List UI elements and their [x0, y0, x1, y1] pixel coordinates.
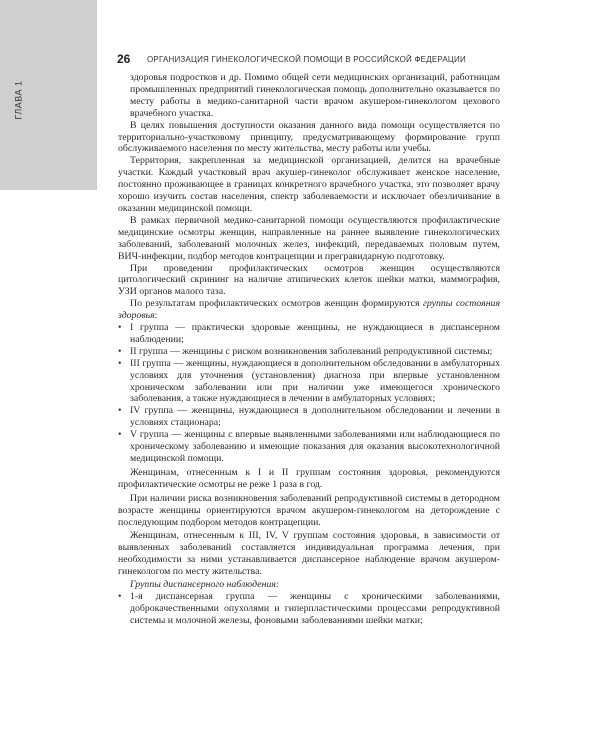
bullet-icon: • [118, 405, 122, 417]
list-item-text: III группа — женщины, нуждающиеся в дополнительном обследовании в амбулаторных условиях для уточнения (установления) диагноза при впервые установленном хроническом заболевании или при наличии уже имеющегося хронического заболевания, а также нуждающиеся в лечении в амбулаторных условиях; [130, 357, 500, 405]
list-item-text: IV группа — женщины, нуждающиеся в дополнительном обследовании и лечении в условиях стационара; [130, 405, 500, 429]
paragraph-territory: Территория, закрепленная за медицинской организацией, делится на врачебные участки. Каждый участковый врач акушер-гинеколог обслуживает женское население, постоянно проживающее в границах конкретного врачебного участка, это позволяет врачу хорошо изучить состав населения, спектр заболеваемости и исключает обезличивание в оказании медицинской помощи. [118, 155, 500, 214]
list-item [118, 322, 500, 346]
chapter-label-text: ГЛАВА 1 [13, 80, 23, 120]
list-item-text: V группа — женщины с впервые выявленными заболеваниями или наблюдающиеся по хроническому заболеванию и имеющие показания для оказания высокотехнологичной медицинской помощи. [130, 429, 500, 464]
body-text [118, 72, 500, 627]
paragraph-groups-3-5: Женщинам, отнесенным к III, IV, V группам состояния здоровья, в зависимости от выявленных заболеваний составляется индивидуальная программа лечения, при необходимости за ними устанавливается диспансерное наблюдение врачом акушером-гинекологом по месту жительства. [118, 530, 500, 578]
chapter-label [6, 60, 30, 140]
bullet-icon: • [118, 357, 122, 369]
list-item [118, 358, 500, 406]
bullet-icon: • [118, 429, 122, 441]
health-groups-list [118, 322, 500, 465]
list-item-text: II группа — женщины с риском возникновения заболеваний репродуктивной системы; [130, 345, 493, 357]
paragraph-preventive-exams: В рамках первичной медико-санитарной помощи осуществляются профилактические медицинские осмотры женщин, направленные на раннее выявление гинекологических заболеваний, заболеваний молочных желез, инфекций, передаваемых половым путем, ВИЧ-инфекции, подбор методов контрацепции и прегравидарную подготовку. [118, 214, 500, 262]
dispensary-groups-list [118, 591, 500, 627]
list-item [118, 405, 500, 429]
health-groups-term: группы состояния здоровья [118, 298, 501, 322]
page-number: 26 [117, 52, 131, 66]
bullet-icon: • [118, 322, 122, 334]
paragraph-accessibility: В целях повышения доступности оказания данного вида помощи осуществляется по территориально-участковому принципу, предусматривающему формирование групп обслуживаемого населения по месту жительства, месту работы или учебы. [118, 119, 500, 155]
paragraph-continuation: здоровья подростков и др. Помимо общей сети медицинских организаций, работницам промышленных предприятий гинекологическая помощь дополнительно оказывается по месту работы в медико-санитарной части врачом акушером-гинекологом цехового врачебного участка. [130, 72, 500, 119]
running-title: ОРГАНИЗАЦИЯ ГИНЕКОЛОГИЧЕСКОЙ ПОМОЩИ В РОССИЙСКОЙ ФЕДЕРАЦИИ [147, 55, 466, 64]
paragraph-screening: При проведении профилактических осмотров женщин осуществляются цитологический скрининг на наличие атипических клеток шейки матки, маммография, УЗИ органов малого таза. [118, 262, 500, 298]
chapter-side-tab [0, 0, 97, 190]
health-groups-intro-text: По результатам профилактических осмотров женщин формируются [130, 298, 424, 310]
paragraph-groups-1-2: Женщинам, отнесенным к I и II группам состояния здоровья, рекомендуются профилактические осмотры не реже 1 раза в год. [118, 466, 500, 490]
paragraph-health-groups-intro [118, 298, 500, 322]
bullet-icon: • [118, 590, 122, 602]
list-item [118, 429, 500, 465]
dispensary-groups-heading: Группы диспансерного наблюдения: [130, 579, 280, 591]
list-item-text: I группа — практически здоровые женщины, не нуждающиеся в диспансерном наблюдении; [130, 322, 500, 345]
list-item [118, 346, 500, 358]
bullet-icon: • [118, 345, 122, 357]
paragraph-reproductive-risk: При наличии риска возникновения заболеваний репродуктивной системы в детородном возрасте женщины ориентируются врачом акушером-гинекологом на деторождение с последующим подбором методов контрацепции. [118, 492, 500, 528]
health-groups-intro-colon: : [154, 310, 158, 322]
list-item-text: 1-я диспансерная группа — женщины с хроническими заболеваниями, доброкачественными опухолями и гиперпластическими процессами репродуктивной системы и молочной железы, фоновыми заболеваниями шейки матки; [130, 590, 500, 626]
list-item [118, 591, 500, 627]
